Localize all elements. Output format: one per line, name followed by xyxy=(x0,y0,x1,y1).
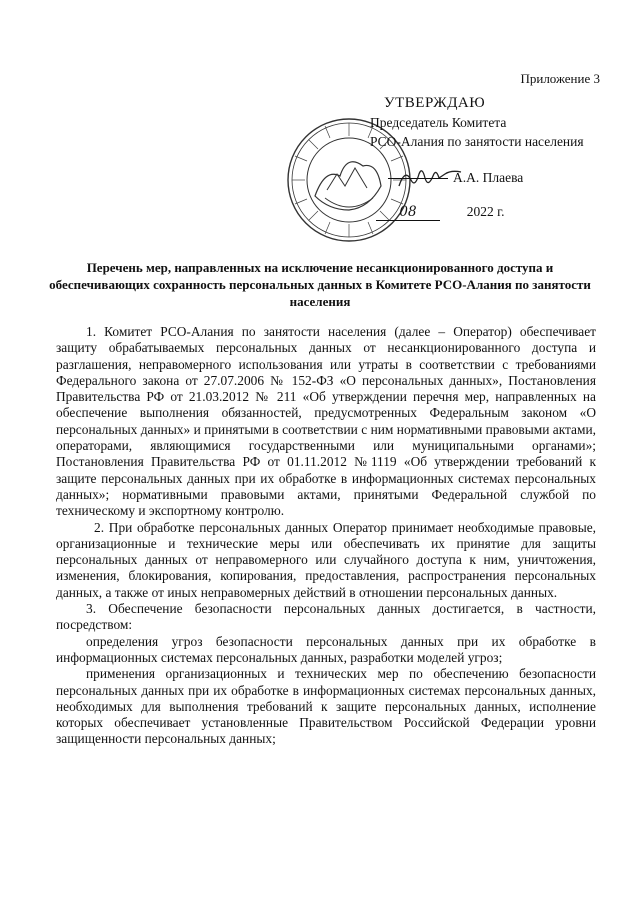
date-year: 2022 г. xyxy=(466,204,505,219)
approver-organization: РСО-Алания по занятости населения xyxy=(370,134,584,149)
approver-title: Председатель Комитета xyxy=(370,115,507,130)
approve-word: УТВЕРЖДАЮ xyxy=(384,95,486,111)
approval-date xyxy=(376,204,505,221)
paragraph-5: применения организационных и технических мер по обеспечению безопасности персональных данных при их обработке в информационных системах персональных данных, необходимых для выполнения требований к защите персональных данных, исполнение которых обеспечивает установленные Правительством Российской Федерации уровни защищенности персональных данных; xyxy=(56,666,596,747)
document-body xyxy=(56,324,596,748)
paragraph-3: 3. Обеспечение безопасности персональных данных достигается, в частности, посредством: xyxy=(56,601,596,633)
date-day: 08 xyxy=(376,204,440,221)
document-title: Перечень мер, направленных на исключение несанкционированного доступа и обеспечивающих сохранность персональных данных в Комитете РСО-Алания по занятости населения xyxy=(49,260,591,309)
paragraph-2: 2. При обработке персональных данных Оператор принимает необходимые правовые, организационные и технические меры или обеспечивать их принятие для защиты персональных данных от неправомерного или случайного доступа к ним, уничтожения, изменения, блокирования, копирования, предоставления, распространения персональных данных, а также от иных неправомерных действий в отношении персональных данных. xyxy=(56,519,596,600)
approval-block xyxy=(370,94,610,151)
signature-line xyxy=(388,178,448,179)
appendix-label: Приложение 3 xyxy=(520,71,600,86)
signatory-name: А.А. Плаева xyxy=(453,170,524,185)
paragraph-1: 1. Комитет РСО-Алания по занятости населения (далее – Оператор) обеспечивает защиту обрабатываемых персональных данных от несанкционированного доступа и разглашения, неправомерного использования или утраты в соответствии с требованиями Федерального закона от 27.07.2006 № 152-ФЗ «О персональных данных», Постановления Правительства РФ от 21.03.2012 № 211 «Об утверждении перечня мер, направленных на обеспечение выполнения обязанностей, предусмотренных Федеральным законом «О персональных данных» и принятыми в соответствии с ним нормативными правовыми актами, операторами, являющимися государственными или муниципальными органами»; Постановления Правительства РФ от 01.11.2012 №1119 «Об утверждении требований к защите персональных данных при их обработке в информационных системах персональных данных»; нормативными правовыми актами, принятыми Федеральной службой по техническому и экспортному контролю. xyxy=(56,324,596,519)
paragraph-4: определения угроз безопасности персональных данных при их обработке в информационных системах персональных данных, разработки моделей угроз; xyxy=(56,633,596,665)
